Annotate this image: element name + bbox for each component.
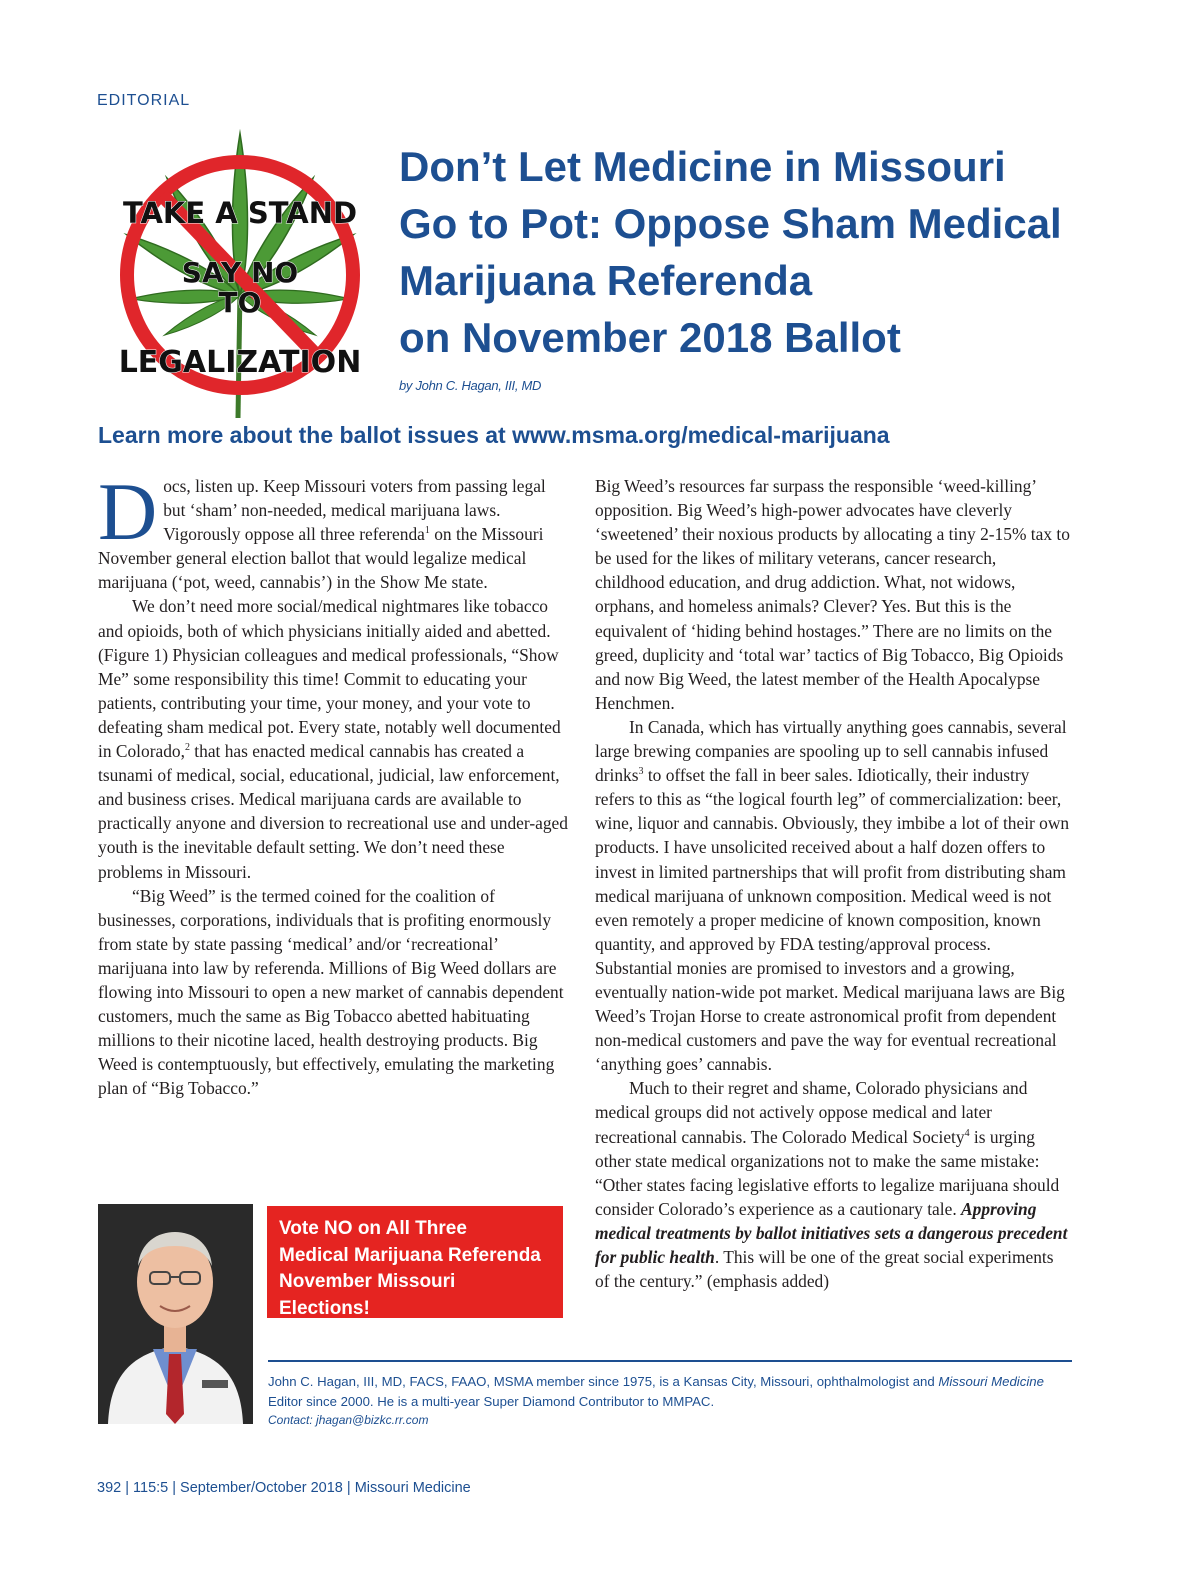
author-bio: [268, 1372, 1068, 1431]
reference-marker: 3: [638, 766, 644, 778]
reference-marker: 4: [964, 1127, 970, 1139]
title-line: on November 2018 Ballot: [399, 314, 901, 361]
title-line: Go to Pot: Oppose Sham Medical: [399, 200, 1062, 247]
journal-name: Missouri Medicine: [938, 1374, 1044, 1389]
body-paragraph: “Big Weed” is the termed coined for the coalition of businesses, corporations, individuals that is profiting enormously from state by state passing ‘medical’ and/or ‘recreational’ marijuana into law by referenda. Millions of Big Weed dollars are flowing into Missouri to open a new market of cannabis dependent customers, much the same as Big Tobacco abetted habituating millions to their nicotine laced, health destroying products. Big Weed is contemptuously, but effectively, emulating the marketing plan of “Big Tobacco.”: [98, 885, 564, 1099]
body-paragraph: Docs, listen up. Keep Missouri voters from passing legal but ‘sham’ non-needed, medical marijuana laws. Vigorously oppose all three referenda$^1$ on the Missouri November general election ballot that would legalize medical marijuana (‘pot, weed, cannabis’) in the Show Me state.: [98, 466, 546, 593]
reference-marker: 2: [184, 742, 190, 754]
title-line: Don’t Let Medicine in Missouri: [399, 143, 1006, 190]
byline: by John C. Hagan, III, MD: [399, 378, 542, 393]
contact-email[interactable]: Contact: jhagan@bizkc.rr.com: [268, 1413, 429, 1427]
reference-marker: 1: [424, 525, 430, 537]
bio-text: John C. Hagan, III, MD, FACS, FAAO, MSMA member since 1975, is a Kansas City, Missouri, ophthalmologist and Missouri Medicine Editor since 2000. He is a multi-year Super Diamond Contributor to MMPAC.: [268, 1374, 1044, 1409]
body-paragraph: Big Weed’s resources far surpass the responsible ‘weed-killing’ opposition. Big Weed’s high-power advocates have cleverly ‘sweetened’ their noxious products by allocating a tiny 2-15% tax to be used for the likes of military veterans, cancer research, childhood education, and drug addiction. What, not widows, orphans, and homeless animals? Clever? Yes. But this is the equivalent of ‘hiding behind hostages.” There are no limits on the greed, duplicity and ‘total war’ tactics of Big Tobacco, Big Opioids and now Big Weed, the latest member of the Health Apocalypse Henchmen.: [595, 476, 1070, 713]
page-footer: 392 | 115:5 | September/October 2018 | Missouri Medicine: [97, 1480, 471, 1496]
callout-line: Medical Marijuana Referenda: [279, 1244, 541, 1266]
body-paragraph: Much to their regret and shame, Colorado physicians and medical groups did not actively oppose medical and later recreational cannabis. The Colorado Medical Society$^4$ is urging other state medical organizations not to make the same mistake: “Other states facing legislative efforts to legalize marijuana should consider Colorado’s experience as a cautionary tale. Approving medical treatments by ballot initiatives sets a dangerous precedent for public health. This will be one of the great social experiments of the century.” (emphasis added): [595, 1078, 1068, 1292]
left-column: [98, 466, 570, 1100]
bio-divider: [268, 1360, 1072, 1362]
logo-text-legalization: LEGALIZATION: [118, 345, 362, 380]
logo-text-to: TO: [218, 286, 262, 319]
author-photo: [98, 1204, 253, 1424]
drop-cap: D: [98, 466, 158, 557]
section-label: EDITORIAL: [97, 92, 191, 109]
emphasized-quote: Approving medical treatments by ballot initiatives sets a dangerous precedent for public health: [595, 1198, 1068, 1267]
callout-line: Vote NO on All Three: [279, 1218, 467, 1239]
title-line: Marijuana Referenda: [399, 257, 813, 304]
right-column: [595, 474, 1070, 1293]
logo-text-say-no: SAY NO: [181, 256, 299, 289]
learn-more-link[interactable]: Learn more about the ballot issues at www.msma.org/medical-marijuana: [98, 422, 890, 448]
logo-text-take-a-stand: TAKE A STAND: [122, 196, 358, 230]
no-marijuana-logo: [100, 120, 380, 420]
body-paragraph: We don’t need more social/medical nightmares like tobacco and opioids, both of which physicians initially aided and abetted. (Figure 1) Physician colleagues and medical professionals, “Show Me” some responsibility this time! Commit to educating your patients, contributing your time, your money, and your vote to defeating sham medical pot. Every state, notably well documented in Colorado,$^2$ that has enacted medical cannabis has created a tsunami of medical, social, educational, judicial, law enforcement, and business crises. Medical marijuana cards are available to practically anyone and diversion to recreational use and under-aged youth is the inevitable default setting. We don’t need these problems in Missouri.: [98, 596, 568, 882]
body-paragraph: In Canada, which has virtually anything goes cannabis, several large brewing companies are spooling up to sell cannabis infused drinks$^3$ to offset the fall in beer sales. Idiotically, their industry refers to this as “the logical fourth leg” of commercialization: beer, wine, liquor and cannabis. Obviously, they imbibe a lot of their own products. I have unsolicited received about a half dozen offers to invest in limited partnerships that will profit from distributing sham medical marijuana of unknown composition. Medical weed is not even remotely a proper medicine of known composition, known quantity, and approved by FDA testing/approval process. Substantial monies are promised to investors and a growing, eventually nation-wide pot market. Medical marijuana laws are Big Weed’s Trojan Horse to create astronomical profit from dependent non-medical customers and pave the way for eventual recreational ‘anything goes’ cannabis.: [595, 716, 1070, 1075]
article-title: [399, 138, 1099, 366]
vote-no-callout: [267, 1206, 563, 1318]
callout-line: November Missouri Elections!: [279, 1271, 456, 1319]
